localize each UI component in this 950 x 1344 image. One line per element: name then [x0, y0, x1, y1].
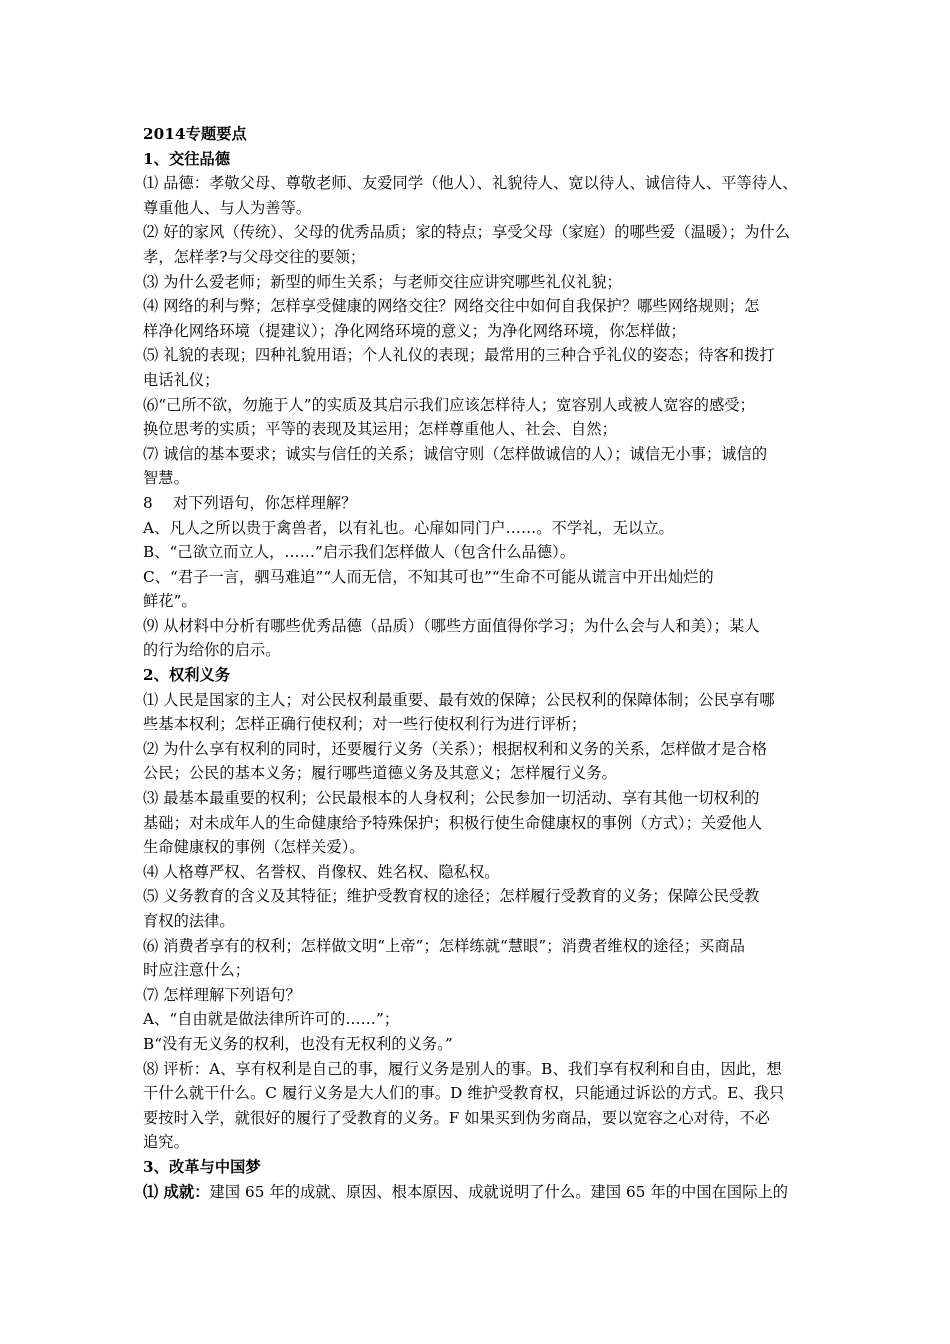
text-line: A、“自由就是做法律所许可的……”；: [143, 1010, 400, 1029]
section-heading: 3、改革与中国梦: [143, 1157, 261, 1176]
item-text: 建国 65 年的成就、原因、根本原因、成就说明了什么。建国 65 年的中国在国际上的: [209, 1182, 789, 1201]
text-line: B、“己欲立而立人，……”启示我们怎样做人（包含什么品德）。: [143, 543, 576, 562]
text-line: ⑴ 品德：孝敬父母、尊敬老师、友爱同学（他人）、礼貌待人、宽以待人、诚信待人、平等待人、: [143, 174, 798, 193]
text-line: ⑺ 诚信的基本要求；诚实与信任的关系；诚信守则（怎样做诚信的人）；诚信无小事；诚信的: [143, 444, 768, 463]
text-line: ⑷ 人格尊严权、名誉权、肖像权、姓名权、隐私权。: [143, 862, 500, 881]
text-line: 的行为给你的启示。: [143, 641, 281, 660]
text-line: 干什么就干什么。C 履行义务是大人们的事。D 维护受教育权，只能通过诉讼的方式。E、我只: [143, 1084, 785, 1103]
text-line: 基础；对未成年人的生命健康给予特殊保护；积极行使生命健康权的事例（方式）；关爱他人: [143, 813, 763, 832]
text-line: ⑺ 怎样理解下列语句？: [143, 985, 301, 1004]
document-title: 2014专题要点: [143, 125, 247, 143]
text-line: 要按时入学，就很好的履行了受教育的义务。F 如果买到伪劣商品，要以宽容之心对待，不必: [143, 1108, 771, 1127]
text-line: 些基本权利；怎样正确行使权利；对一些行使权利行为进行评析；: [143, 715, 587, 734]
text-line: ⑵ 好的家风（传统）、父母的优秀品质；家的特点；享受父母（家庭）的哪些爱（温暖）；为什么: [143, 223, 791, 242]
text-line: ⑷ 网络的利与弊；怎样享受健康的网络交往？网络交往中如何自我保护？哪些网络规则；怎: [143, 297, 760, 316]
text-line: 鲜花”。: [143, 592, 197, 611]
section-2: [143, 663, 811, 1155]
text-line: ⑹“己所不欲，勿施于人”的实质及其启示我们应该怎样待人；宽容别人或被人宽容的感受；: [143, 395, 755, 414]
document-page: [143, 122, 811, 1204]
text-line: ⑹ 消费者享有的权利；怎样做文明“上帝”；怎样练就“慧眼”；消费者维权的途径；买商品: [143, 936, 746, 955]
section-heading: 2、权利义务: [143, 666, 231, 685]
section-1: [143, 147, 811, 663]
text-line: ⑵ 为什么享有权利的同时，还要履行义务（关系）；根据权利和义务的关系，怎样做才是合格: [143, 739, 768, 758]
text-line: [143, 1180, 811, 1205]
text-line: ⑸ 礼貌的表现；四种礼貌用语；个人礼仪的表现；最常用的三种合乎礼仪的姿态；待客和拨打: [143, 346, 775, 365]
text-line: 换位思考的实质；平等的表现及其运用；怎样尊重他人、社会、自然；: [143, 420, 617, 439]
text-line: ⑶ 最基本最重要的权利；公民最根本的人身权利；公民参加一切活动、享有其他一切权利的: [143, 789, 760, 808]
text-line: 生命健康权的事例（怎样关爱）。: [143, 838, 365, 857]
text-line: ⑼ 从材料中分析有哪些优秀品德（品质）（哪些方面值得你学习；为什么会与人和美）；某人: [143, 616, 760, 635]
text-line: 样净化网络环境（提建议）；净化网络环境的意义；为净化网络环境，你怎样做；: [143, 321, 686, 340]
item-lead-bold: ⑴ 成就：: [143, 1182, 210, 1201]
text-line: 8 对下列语句，你怎样理解？: [143, 493, 357, 512]
section-3: [143, 1155, 811, 1204]
section-heading: 1、交往品德: [143, 149, 231, 168]
text-line: C、“君子一言，驷马难追”“人而无信，不知其可也”“生命不可能从谎言中开出灿烂的: [143, 567, 714, 586]
text-line: 育权的法律。: [143, 912, 235, 930]
text-line: 尊重他人、与人为善等。: [143, 198, 312, 217]
text-line: 电话礼仪；: [143, 370, 220, 389]
text-line: 时应注意什么；: [143, 961, 251, 980]
text-line: 智慧。: [143, 469, 189, 488]
text-line: ⑴ 人民是国家的主人；对公民权利最重要、最有效的保障；公民权利的保障体制；公民享有哪: [143, 690, 775, 709]
text-line: ⑻ 评析：A、享有权利是自己的事，履行义务是别人的事。B、我们享有权利和自由，因此，想: [143, 1059, 782, 1078]
text-line: A、凡人之所以贵于禽兽者，以有礼也。心扉如同门户……。不学礼，无以立。: [143, 518, 674, 537]
text-line: ⑸ 义务教育的含义及其特征；维护受教育权的途径；怎样履行受教育的义务；保障公民受教: [143, 887, 760, 906]
text-line: B“没有无义务的权利，也没有无权利的义务。”: [143, 1034, 453, 1053]
text-line: ⑶ 为什么爱老师；新型的师生关系；与老师交往应讲究哪些礼仪礼貌；: [143, 272, 622, 291]
text-line: 追究。: [143, 1133, 189, 1152]
text-line: 孝，怎样孝?与父母交往的要领；: [143, 247, 366, 266]
text-line: 公民；公民的基本义务；履行哪些道德义务及其意义；怎样履行义务。: [143, 764, 617, 783]
